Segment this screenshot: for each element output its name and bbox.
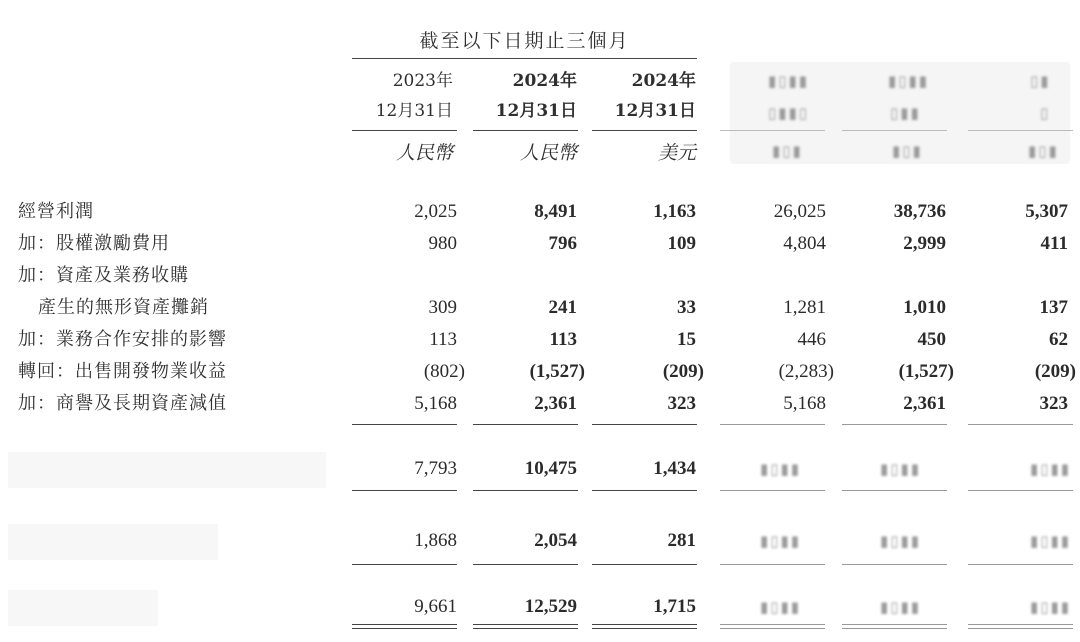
table-cell: 1,281	[783, 297, 826, 318]
redacted-header-rule	[842, 130, 947, 131]
redacted-value: ▮▯▮▮	[1030, 460, 1072, 478]
redacted-value: ▮▯▮▮	[880, 532, 922, 550]
table-cell: 323	[1039, 393, 1068, 414]
table-cell: (802)	[423, 361, 465, 382]
redacted-header-text: ▯▮	[1030, 72, 1051, 90]
subtotal-rule	[720, 564, 825, 565]
total-double-rule	[352, 624, 457, 625]
table-cell: 241	[548, 297, 577, 318]
table-cell: 2,361	[903, 393, 946, 414]
redacted-header-text: ▯▮▮▯	[768, 104, 810, 122]
subtotal-rule	[592, 564, 697, 565]
table-cell: 12,529	[524, 596, 577, 617]
table-cell: 113	[549, 329, 577, 350]
total-double-rule	[592, 624, 697, 625]
column-date: 12月31日	[614, 101, 696, 121]
table-cell: 137	[1039, 297, 1068, 318]
redacted-header-rule	[968, 130, 1073, 131]
subtotal-rule	[842, 490, 947, 491]
redacted-header-text: ▯	[1040, 104, 1051, 122]
row-label: 加：業務合作安排的影響	[18, 329, 227, 350]
total-double-rule	[968, 628, 1073, 629]
table-cell: (209)	[1034, 361, 1076, 382]
redacted-header-text: ▮▯▮▮	[888, 72, 930, 90]
subtotal-rule	[842, 564, 947, 565]
table-cell: (1,527)	[898, 361, 954, 382]
table-cell: 411	[1040, 233, 1068, 254]
table-cell: 446	[797, 329, 826, 350]
period-header-rule	[352, 58, 697, 59]
subtotal-rule	[473, 424, 578, 425]
period-header: 截至以下日期止三個月	[419, 30, 630, 52]
table-cell: 7,793	[414, 458, 457, 479]
column-date: 12月31日	[495, 101, 577, 121]
column-year: 2023年	[392, 71, 453, 91]
column-header-rule	[473, 130, 578, 131]
table-cell: 980	[428, 233, 457, 254]
table-cell: 1,434	[653, 458, 696, 479]
table-cell: 10,475	[524, 458, 577, 479]
subtotal-rule	[842, 424, 947, 425]
redacted-label	[8, 590, 158, 626]
table-cell: (209)	[662, 361, 704, 382]
table-cell: 26,025	[773, 201, 826, 222]
table-cell: 5,168	[783, 393, 826, 414]
redacted-value: ▮▯▮▮	[880, 460, 922, 478]
total-double-rule	[842, 624, 947, 625]
table-cell: (2,283)	[778, 361, 834, 382]
table-cell: 15	[677, 329, 696, 350]
table-cell: 9,661	[414, 596, 457, 617]
redacted-label	[8, 524, 218, 560]
table-cell: 309	[428, 297, 457, 318]
table-cell: 5,307	[1025, 201, 1068, 222]
table-cell: 109	[667, 233, 696, 254]
column-header-rule	[352, 130, 457, 131]
subtotal-rule	[968, 424, 1073, 425]
subtotal-rule	[473, 490, 578, 491]
subtotal-rule	[720, 424, 825, 425]
table-cell: 323	[667, 393, 696, 414]
table-cell: 2,025	[414, 201, 457, 222]
table-cell: 1,163	[653, 201, 696, 222]
table-cell: (1,527)	[529, 361, 585, 382]
table-cell: 113	[429, 329, 457, 350]
subtotal-rule	[352, 424, 457, 425]
total-double-rule	[473, 624, 578, 625]
total-double-rule	[592, 628, 697, 629]
subtotal-rule	[352, 564, 457, 565]
table-cell: 2,361	[534, 393, 577, 414]
column-header-rule	[592, 130, 697, 131]
column-currency: 美元	[657, 142, 696, 164]
subtotal-rule	[352, 490, 457, 491]
column-year: 2024年	[512, 71, 577, 91]
subtotal-rule	[968, 490, 1073, 491]
column-year: 2024年	[631, 71, 696, 91]
table-cell: 450	[917, 329, 946, 350]
table-cell: 1,715	[653, 596, 696, 617]
redacted-header-text: ▮▯▮	[1028, 142, 1059, 160]
subtotal-rule	[592, 424, 697, 425]
redacted-value: ▮▯▮▮	[760, 598, 802, 616]
redacted-header-text: ▮▯▮▮	[768, 72, 810, 90]
row-label: 加：股權激勵費用	[18, 233, 170, 254]
table-cell: 1,868	[414, 530, 457, 551]
redacted-header-text: ▮▯▮	[892, 142, 923, 160]
table-cell: 2,999	[903, 233, 946, 254]
column-currency: 人民幣	[395, 142, 453, 164]
total-double-rule	[352, 628, 457, 629]
total-double-rule	[842, 628, 947, 629]
total-double-rule	[720, 624, 825, 625]
redacted-value: ▮▯▮▮	[880, 598, 922, 616]
table-cell: 38,736	[893, 201, 946, 222]
column-currency: 人民幣	[519, 142, 577, 164]
redacted-value: ▮▯▮▮	[1030, 598, 1072, 616]
table-cell: 5,168	[414, 393, 457, 414]
table-cell: 796	[548, 233, 577, 254]
row-label: 加：資產及業務收購	[18, 265, 189, 286]
redacted-header-text: ▯▮▮	[890, 104, 921, 122]
total-double-rule	[473, 628, 578, 629]
column-date: 12月31日	[375, 101, 453, 121]
table-cell: 281	[667, 530, 696, 551]
row-label: 產生的無形資產攤銷	[38, 297, 209, 318]
table-cell: 33	[677, 297, 696, 318]
row-label: 轉回：出售開發物業收益	[18, 361, 227, 382]
table-cell: 1,010	[903, 297, 946, 318]
subtotal-rule	[720, 490, 825, 491]
redacted-header-rule	[720, 130, 825, 131]
row-label: 加：商譽及長期資產減值	[18, 393, 227, 414]
total-double-rule	[968, 624, 1073, 625]
table-cell: 4,804	[783, 233, 826, 254]
subtotal-rule	[473, 564, 578, 565]
total-double-rule	[720, 628, 825, 629]
redacted-label	[8, 452, 326, 488]
redacted-value: ▮▯▮▮	[760, 532, 802, 550]
row-label: 經營利潤	[18, 201, 94, 222]
table-cell: 2,054	[534, 530, 577, 551]
redacted-value: ▮▯▮▮	[760, 460, 802, 478]
subtotal-rule	[968, 564, 1073, 565]
subtotal-rule	[592, 490, 697, 491]
table-cell: 62	[1049, 329, 1068, 350]
redacted-value: ▮▯▮▮	[1030, 532, 1072, 550]
table-cell: 8,491	[534, 201, 577, 222]
redacted-header-text: ▮▯▮	[772, 142, 803, 160]
